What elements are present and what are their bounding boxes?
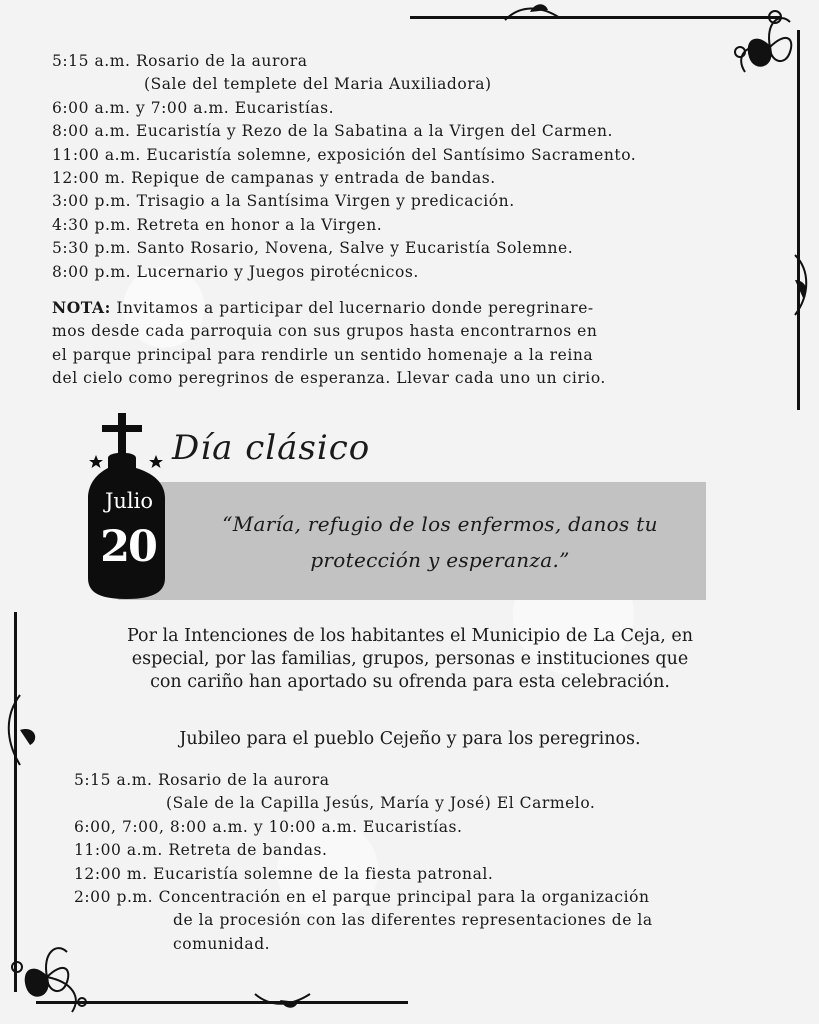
intention-line: Por la Intenciones de los habitantes el Municipio de La Ceja, en	[126, 626, 693, 646]
intention-paragraph	[60, 625, 760, 694]
quote-line: “María, refugio de los enfermos, danos tu	[222, 512, 658, 536]
schedule-line: 6:00 a.m. y 7:00 a.m. Eucaristías.	[52, 98, 335, 117]
leaf-ornament-icon	[250, 982, 320, 1012]
schedule-line: comunidad.	[173, 934, 271, 953]
floral-ornament-icon	[725, 2, 815, 92]
intention-line: especial, por las familias, grupos, personas e instituciones que	[131, 649, 689, 669]
schedule-line: (Sale de la Capilla Jesús, María y José) El Carmelo.	[166, 794, 596, 813]
schedule-line: 2:00 p.m. Concentración en el parque principal para la organización	[74, 888, 650, 907]
intention-line: con cariño han aportado su ofrenda para esta celebración.	[150, 672, 670, 692]
badge-day: 20	[100, 522, 156, 572]
schedule-line: 12:00 m. Repique de campanas y entrada de bandas.	[52, 169, 496, 188]
schedule-line: 5:30 p.m. Santo Rosario, Novena, Salve y Eucaristía Solemne.	[52, 239, 574, 258]
schedule-line: 8:00 a.m. Eucaristía y Rezo de la Sabatina a la Virgen del Carmen.	[52, 122, 613, 141]
note-text: del cielo como peregrinos de esperanza. Llevar cada uno un cirio.	[52, 369, 606, 388]
quote-line: protección y esperanza.”	[310, 548, 570, 572]
note-label: NOTA:	[52, 298, 111, 317]
quote	[205, 506, 675, 578]
leaf-ornament-icon	[0, 690, 45, 770]
star-icon	[149, 455, 163, 468]
note-text: el parque principal para rendirle un sentido homenaje a la reina	[52, 345, 594, 364]
note-text: mos desde cada parroquia con sus grupos hasta encontrarnos en	[52, 322, 598, 341]
leaf-ornament-icon	[775, 250, 815, 320]
badge-month: Julio	[104, 489, 154, 513]
jubilee-line: Jubileo para el pueblo Cejeño y para los peregrinos.	[179, 729, 641, 749]
schedule-line: 3:00 p.m. Trisagio a la Santísima Virgen y predicación.	[52, 192, 515, 211]
schedule-line: 5:15 a.m. Rosario de la aurora	[52, 52, 308, 70]
schedule-line: 6:00, 7:00, 8:00 a.m. y 10:00 a.m. Eucaristías.	[74, 817, 463, 836]
star-icon	[89, 455, 103, 468]
schedule-line: de la procesión con las diferentes representaciones de la	[173, 911, 653, 930]
schedule-bottom	[74, 769, 653, 956]
leaf-ornament-icon	[500, 0, 570, 30]
schedule-line: 11:00 a.m. Eucaristía solemne, exposición del Santísimo Sacramento.	[52, 145, 637, 164]
schedule-line: 12:00 m. Eucaristía solemne de la fiesta patronal.	[74, 864, 494, 883]
schedule-line: 8:00 p.m. Lucernario y Juegos pirotécnicos.	[52, 262, 419, 281]
schedule-line: 11:00 a.m. Retreta de bandas.	[74, 841, 328, 860]
schedule-top	[52, 50, 636, 284]
cross-icon	[102, 413, 142, 453]
note-paragraph	[52, 296, 732, 391]
day-title: Día clásico	[172, 428, 371, 468]
schedule-line: 5:15 a.m. Rosario de la aurora	[74, 771, 330, 789]
note-text: Invitamos a participar del lucernario donde peregrinare-	[110, 299, 594, 317]
schedule-line: 4:30 p.m. Retreta en honor a la Virgen.	[52, 215, 383, 234]
schedule-line: (Sale del templete del Maria Auxiliadora)	[144, 75, 492, 94]
